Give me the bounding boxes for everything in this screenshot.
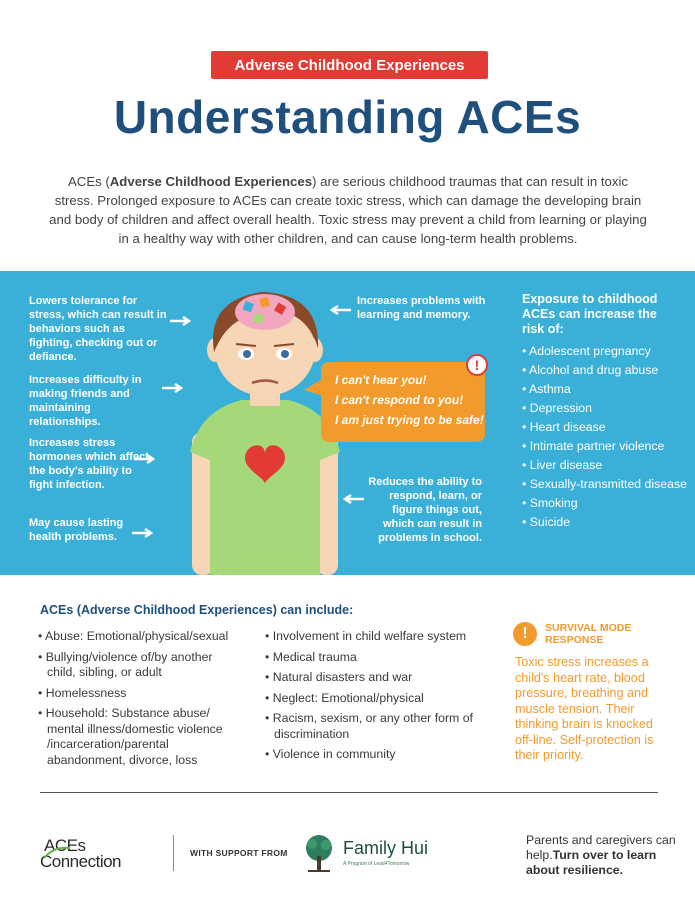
list-item: • Bullying/violence of/by another child, sibling, or adult bbox=[38, 649, 213, 679]
footer-message-bold: Turn over to learn about resilience. bbox=[526, 848, 657, 877]
speech-bubble bbox=[321, 362, 485, 442]
speech-line-1: I can't hear you! bbox=[335, 373, 427, 387]
risk-item: • Smoking bbox=[522, 496, 578, 510]
family-hui-logo-text: Family Hui bbox=[343, 838, 429, 858]
list-item: • Household: Substance abuse/ mental illness/domestic violence /incarceration/parental abandonment, divorce, loss bbox=[38, 706, 223, 767]
risk-item: • Alcohol and drug abuse bbox=[522, 363, 659, 377]
risk-title: Exposure to childhood ACEs can increase the risk of: bbox=[522, 292, 658, 336]
risk-item: • Depression bbox=[522, 401, 592, 415]
risk-item: • Adolescent pregnancy bbox=[522, 344, 651, 358]
family-hui-tree-icon bbox=[300, 834, 338, 874]
risk-item: • Intimate partner violence bbox=[522, 439, 665, 453]
exclamation-icon: ! bbox=[513, 622, 537, 646]
includes-title: ACEs (Adverse Childhood Experiences) can include: bbox=[40, 603, 354, 617]
risk-list bbox=[522, 344, 692, 534]
list-item: • Homelessness bbox=[38, 685, 127, 700]
intro-lead: ACEs ( bbox=[68, 174, 110, 189]
list-item: • Natural disasters and war bbox=[265, 670, 413, 684]
arrow-right-icon bbox=[170, 316, 194, 326]
left-pupil bbox=[243, 350, 251, 358]
brain-piece bbox=[253, 313, 263, 323]
effect-respond: Reduces the ability to respond, learn, or figure things out, which can result in problems in school. bbox=[368, 476, 482, 544]
support-label: WITH SUPPORT FROM bbox=[190, 848, 288, 858]
survival-title: SURVIVAL MODE RESPONSE bbox=[545, 622, 632, 646]
effect-hormones: Increases stress hormones which affect the body's ability to fight infection. bbox=[29, 437, 149, 491]
page-title: Understanding ACEs bbox=[113, 91, 582, 143]
divider bbox=[40, 792, 658, 793]
effect-learning: Increases problems with learning and memory. bbox=[357, 295, 486, 321]
right-pupil bbox=[281, 350, 289, 358]
effect-tolerance: Lowers tolerance for stress, which can result in behaviors such as fighting, checking out or defiance. bbox=[29, 295, 167, 363]
risk-item: • Liver disease bbox=[522, 458, 603, 472]
list-item: • Racism, sexism, or any other form of discrimination bbox=[265, 711, 473, 741]
list-item: • Involvement in child welfare system bbox=[265, 629, 467, 643]
includes-col-2 bbox=[265, 629, 480, 768]
risk-item: • Suicide bbox=[522, 515, 571, 529]
arrow-right-icon bbox=[162, 383, 186, 393]
family-hui-subtitle: A Program of Lead4Tomorrow bbox=[343, 861, 410, 867]
footer-message bbox=[526, 833, 676, 878]
speech-line-3: I am just trying to be safe! bbox=[335, 413, 484, 427]
intro-bold: Adverse Childhood Experiences bbox=[109, 174, 313, 189]
intro-paragraph bbox=[48, 172, 648, 248]
exclamation-icon: ! bbox=[466, 354, 488, 376]
intro-rest: ) are serious childhood traumas that can result in toxic stress. Prolonged exposure to ACEs can create toxic stress, which can damage the developing brain and body of children and affect overall health. Toxic stress may prevent a child from learning or playing in a healthy way with other children, and can cause long-term health problems. bbox=[49, 174, 647, 246]
list-item: • Medical trauma bbox=[265, 649, 357, 664]
survival-text: Toxic stress increases a child's heart rate, blood pressure, breathing and muscle tension. Their thinking brain is knocked off-line. Self-protection is their priority. bbox=[515, 655, 654, 762]
risk-item: • Sexually-transmitted disease bbox=[522, 477, 687, 491]
shirt bbox=[190, 400, 340, 575]
arrow-left-icon bbox=[340, 494, 364, 504]
arrow-right-icon bbox=[132, 528, 156, 538]
list-item: • Abuse: Emotional/physical/sexual bbox=[38, 629, 229, 643]
footer-message-plain: Parents and caregivers can help. bbox=[526, 833, 676, 862]
arrow-left-icon bbox=[327, 305, 351, 315]
arrow-right-icon bbox=[134, 454, 158, 464]
logo-swoosh bbox=[42, 846, 72, 860]
risk-item: • Asthma bbox=[522, 382, 571, 396]
list-item: • Neglect: Emotional/physical bbox=[265, 690, 424, 705]
logo-top: ACEs bbox=[44, 836, 86, 855]
footer-separator bbox=[173, 835, 174, 871]
effect-health: May cause lasting health problems. bbox=[29, 517, 124, 543]
header-badge: Adverse Childhood Experiences bbox=[211, 51, 488, 79]
list-item: • Violence in community bbox=[265, 747, 396, 761]
speech-line-2: I can't respond to you! bbox=[335, 393, 464, 407]
includes-col-1 bbox=[38, 629, 238, 773]
effect-friends: Increases difficulty in making friends and maintaining relationships. bbox=[29, 374, 142, 428]
logo-bottom: Connection bbox=[40, 852, 122, 871]
risk-item: • Heart disease bbox=[522, 420, 606, 434]
